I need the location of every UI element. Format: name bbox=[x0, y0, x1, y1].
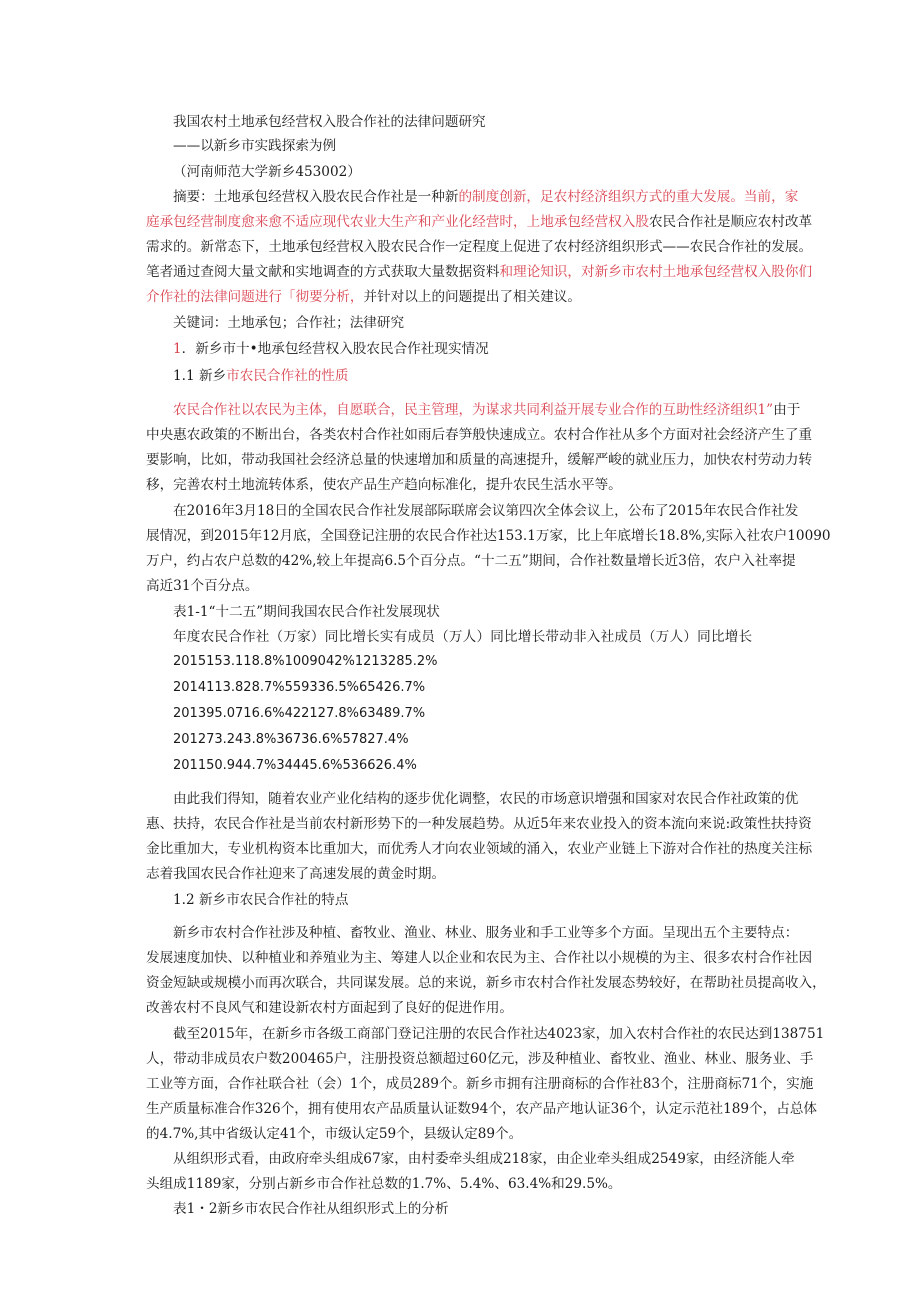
section-number: 1 bbox=[173, 341, 182, 357]
paragraph-highlight: 农民合作社以农民为主体，自愿联合，民主管理，为谋求共同利益开展专业合作的互助性经济组织1” bbox=[173, 402, 774, 418]
paragraph-6-line-1: 从组织形式看，由政府牵头组成67家，由村委牵头组成218家，由企业牵头组成2549家，由经济能人牵 bbox=[173, 1151, 795, 1167]
abstract-text: 笔者通过查阅大量文献和实地调查的方式获取大量数据资料 bbox=[146, 264, 500, 280]
paragraph-1-line-2: 中央惠农政策的不断出台，各类农村合作社如雨后春笋般快速成立。农村合作社从多个方面对社会经济产生了重 bbox=[146, 427, 813, 443]
abstract-text: 并针对以上的问题提出了相关建议。 bbox=[363, 289, 581, 305]
table-row: 2014113.828.7%559336.5%65426.7% bbox=[173, 680, 426, 695]
paragraph-1-line-4: 移，完善农村土地流转体系，使农产品生产趋向标准化，提升农民生活水平等。 bbox=[146, 477, 622, 493]
paragraph-4-line-4: 改善农村不良风气和建设新农村方面起到了良好的促进作用。 bbox=[146, 1000, 514, 1016]
paragraph-2-line-3: 万户，约占农户总数的42%,较上年提高6.5个百分点。“十二五”期间，合作社数量增长近3倍，农户入社率提 bbox=[146, 553, 796, 569]
table-row: 201395.0716.6%422127.8%63489.7% bbox=[173, 706, 426, 721]
paragraph-4-line-3: 资金短缺或规模小而再次联合，共同谋发展。总的来说，新乡市农村合作社发展态势较好，在帮助社员提高收入， bbox=[146, 975, 826, 991]
paragraph-text: 由于 bbox=[773, 402, 801, 418]
abstract-highlight: 庭承包经营制度愈来愈不适应现代农业大生产和产业化经营时，上地承包经营权入股 bbox=[146, 214, 649, 230]
paragraph-5-line-3: 工业等方面，合作社联合社（会）1个，成员289个。新乡市拥有注册商标的合作社83个，注册商标71个，实施 bbox=[146, 1076, 814, 1092]
table-1-caption: 表1-1“十二五”期间我国农民合作社发展现状 bbox=[173, 604, 440, 620]
section-number: 1.1 新乡 bbox=[173, 368, 227, 384]
abstract-highlight: 的制度创新，足农村经济组织方式的重大发展。当前，家 bbox=[458, 189, 799, 205]
abstract-line-2 bbox=[146, 210, 812, 234]
author-affiliation: （河南师范大学新乡453002） bbox=[173, 164, 361, 180]
paragraph-5-line-1: 截至2015年，在新乡市各级工商部门登记注册的农民合作社达4023家，加入农村合作社的农民达到138751 bbox=[173, 1026, 825, 1042]
abstract-highlight: 介作社的法律问题进行「彻要分析， bbox=[146, 289, 364, 305]
abstract-line-1 bbox=[173, 185, 798, 209]
section-title: ．新乡市十•地承包经营权入股农民合作社现实情况 bbox=[181, 341, 489, 357]
abstract-text: 摘要：土地承包经营权入股农民合作社是一种新 bbox=[173, 189, 459, 205]
table-1-header: 年度农民合作社（万家）同比增长实有成员（万人）同比增长带动非入社成员（万人）同比增长 bbox=[173, 629, 753, 645]
keywords: 关键词：土地承包；合作社；法律研究 bbox=[173, 315, 405, 331]
paragraph-2-line-1: 在2016年3月18日的全国农民合作社发展部际联席会议第四次全体会议上，公布了2015年农民合作社发 bbox=[173, 503, 799, 519]
paragraph-6-line-2: 头组成1189家，分别占新乡市合作社总数的1.7%、5.4%、63.4%和29.5%。 bbox=[146, 1176, 622, 1192]
paragraph-5-line-5: 的4.7%,其中省级认定41个，市级认定59个，县级认定89个。 bbox=[146, 1126, 523, 1142]
paragraph-3-line-4: 志着我国农民合作社迎来了高速发展的黄金时期。 bbox=[146, 866, 446, 882]
abstract-text: 农民合作社是顺应农村改革 bbox=[648, 214, 813, 230]
paragraph-5-line-4: 生产质量标准合作326个，拥有使用农产品质量认证数94个，农产品产地认证36个，认定示范社189个，占总体 bbox=[146, 1101, 818, 1117]
section-1-1-heading bbox=[173, 364, 348, 388]
paragraph-1-line-3: 要影响，比如，带动我国社会经济总量的快速增加和质量的高速提升，缓解严峻的就业压力，加快农村劳动力转 bbox=[146, 452, 813, 468]
section-1-2-heading: 1.2 新乡市农民合作社的特点 bbox=[173, 892, 349, 908]
abstract-highlight: 和理论知识，对新乡市农村土地承包经营权入股你们 bbox=[499, 264, 813, 280]
paragraph-1-line-1 bbox=[173, 398, 800, 422]
abstract-line-3: 需求的。新常态下，土地承包经营权入股农民合作一定程度上促进了农村经济组织形式——农民合作社的发展。 bbox=[146, 239, 813, 255]
table-row: 201273.243.8%36736.6%57827.4% bbox=[173, 732, 409, 747]
abstract-line-5 bbox=[146, 285, 581, 309]
paragraph-3-line-3: 金比重加大，专业机构资本比重加大，而优秀人才向农业领域的涌入，农业产业链上下游对合作社的热度关注标 bbox=[146, 841, 813, 857]
paragraph-4-line-2: 发展速度加快、以种植业和养殖业为主、筹建人以企业和农民为主、合作社以小规模的为主、很多农村合作社因 bbox=[146, 950, 813, 966]
table-row: 2015153.118.8%1009042%1213285.2% bbox=[173, 654, 438, 669]
abstract-line-4 bbox=[146, 260, 812, 284]
table-2-caption: 表1・2新乡市农民合作社从组织形式上的分析 bbox=[173, 1201, 449, 1217]
paragraph-2-line-4: 高近31个百分点。 bbox=[146, 578, 259, 594]
paragraph-3-line-1: 由此我们得知，随着农业产业化结构的逐步优化调整，农民的市场意识增强和国家对农民合作社政策的优 bbox=[173, 791, 799, 807]
table-row: 201150.944.7%34445.6%536626.4% bbox=[173, 758, 417, 773]
paragraph-4-line-1: 新乡市农村合作社涉及种植、畜牧业、渔业、林业、服务业和手工业等多个方面。呈现出五个主要特点： bbox=[173, 925, 799, 941]
paper-title: 我国农村土地承包经营权入股合作社的法律问题研究 bbox=[173, 114, 486, 130]
paragraph-5-line-2: 人，带动非成员农户数200465户，注册投资总额超过60亿元，涉及种植业、畜牧业、渔业、林业、服务业、手 bbox=[146, 1051, 814, 1067]
section-1-heading bbox=[173, 337, 489, 361]
paper-subtitle: ——以新乡市实践探索为例 bbox=[173, 138, 337, 154]
paragraph-3-line-2: 惠、扶持，农民合作社是当前农村新形势下的一种发展趋势。从近5年来农业投入的资本流向来说:政策性扶持资 bbox=[146, 816, 812, 832]
section-title: 市农民合作社的性质 bbox=[226, 368, 349, 384]
paragraph-2-line-2: 展情况，到2015年12月底，全国登记注册的农民合作社达153.1万家，比上年底增长18.8%,实际入社农户10090 bbox=[146, 528, 831, 544]
